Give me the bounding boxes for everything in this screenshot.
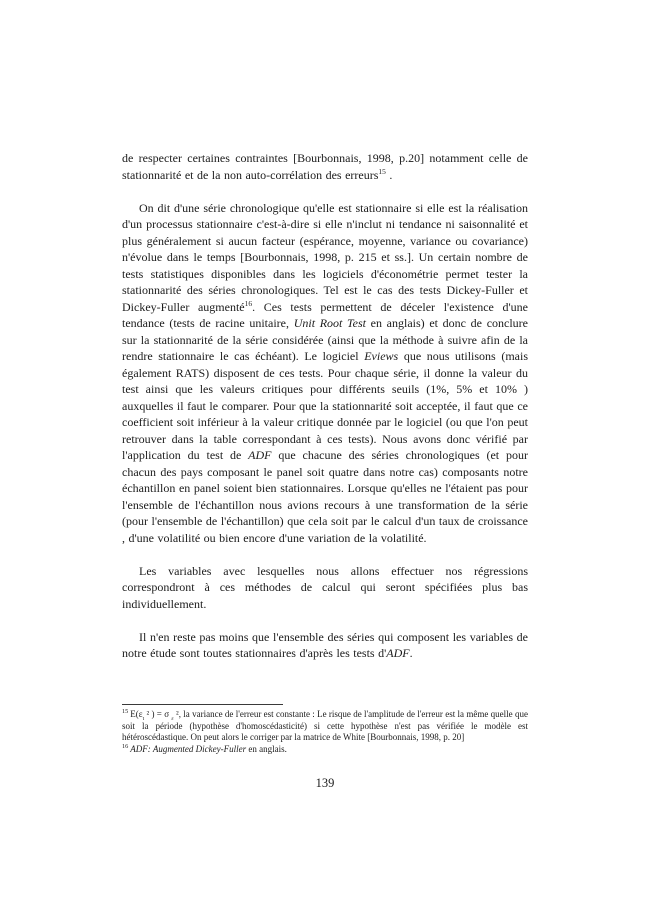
text-segment: . Ces tests permettent de déceler l'existence d'une tendance (tests de racine unitaire,	[122, 299, 528, 330]
text-segment: que nous utilisons (mais également RATS) disposent de ces tests. Pour chaque série, il donne la valeur du test ainsi que les valeurs critiques pour différents seuils (1%, 5% et 10% ) auxquelles il faut le comparer. Pour que la stationnarité soit acceptée, il faut que ce coefficient soit inférieur à la valeur critique donnée par le logiciel (ou que l'on peut retrouver dans la table correspondant à ces tests). Nous avons donc vérifié par l'application du test de	[122, 349, 528, 462]
body-paragraphs	[122, 150, 528, 662]
page-number: 139	[315, 776, 335, 790]
text-segment: 15	[378, 166, 386, 176]
text-segment: Unit Root Test	[293, 316, 366, 330]
page-body	[122, 150, 528, 678]
paragraph	[122, 629, 528, 662]
paragraph	[122, 563, 528, 613]
footnote-marker: 15	[122, 708, 129, 715]
text-segment: de respecter certaines contraintes [Bourbonnais, 1998, p.20] notamment celle de stationnarité et de la non auto-corrélation des erreurs	[122, 151, 528, 182]
text-segment: en anglais.	[246, 743, 287, 754]
text-segment: 16	[244, 298, 253, 308]
text-segment: ² ) = σ	[144, 709, 172, 719]
footnote	[122, 744, 528, 756]
footnotes-section	[122, 704, 528, 755]
text-segment: en anglais) et donc de conclure sur la stationnarité de la série considérée (ainsi que la méthode à suivre afin de la rendre stationnaire le cas échéant). Le logiciel	[122, 316, 529, 363]
paragraph	[122, 150, 528, 183]
text-segment: que chacune des séries chronologiques (et pour chacun des pays composant le panel soit quatre dans notre cas) composants notre échantillon en panel soient bien stationnaires. Lorsque qu'elles ne l'étaient pas pour l'ensemble de l'échantillon nous avions recours à une transformation de la série (pour l'ensemble de l'échantillon) que cela soit par le calcul d'un taux de croissance , d'une volatilité ou bien encore d'une variation de la volatilité.	[122, 448, 528, 545]
text-segment: .	[385, 167, 393, 182]
footnote	[122, 709, 528, 744]
text-segment: Il n'en reste pas moins que l'ensemble des séries qui composent les variables de notre étude sont toutes stationnaires d'après les tests d'	[122, 629, 528, 660]
text-segment: Eviews	[364, 349, 399, 363]
paragraph	[122, 200, 528, 547]
text-segment: On dit d'une série chronologique qu'elle est stationnaire si elle est la réalisation d'un processus stationnaire c'est-à-dire si elle n'inclut ni tendance ni saisonnalité et plus généralement si aucun facteur (espérance, moyenne, variance ou covariance) n'évolue dans le temps [Bourbonnais, 1998, p. 215 et ss.]. Un certain nombre de tests statistiques disponibles dans les logiciels d'économétrie permet tester la stationnarité des séries chronologiques. Tel est le cas des tests Dickey-Fuller et Dickey-Fuller augmenté	[122, 200, 528, 314]
text-segment: .	[409, 646, 413, 660]
footnote-separator	[122, 704, 283, 705]
text-segment: ADF: Augmented Dickey-Fuller	[130, 743, 247, 754]
text-segment: E(ε	[130, 709, 143, 719]
text-segment: ², la variance de l'erreur est constante : Le risque de l'amplitude de l'erreur est la même quelle que soit la période (hypothèse d'homoscédasticité) si cette hypothèse n'est pas vérifiée le modèle est hétéroscédastique. On peut alors le corriger par la matrice de White [Bourbonnais, 1998, p. 20]	[122, 709, 528, 743]
footnote-marker: 16	[122, 742, 129, 750]
text-segment: Les variables avec lesquelles nous allons effectuer nos régressions correspondront à ces méthodes de calcul qui seront spécifiées plus bas individuellement.	[122, 563, 528, 611]
text-segment: ε	[171, 715, 174, 722]
text-segment: t	[142, 715, 145, 722]
footnote-list	[122, 709, 528, 755]
text-segment: ADF	[248, 448, 272, 462]
text-segment: ADF	[386, 646, 410, 660]
